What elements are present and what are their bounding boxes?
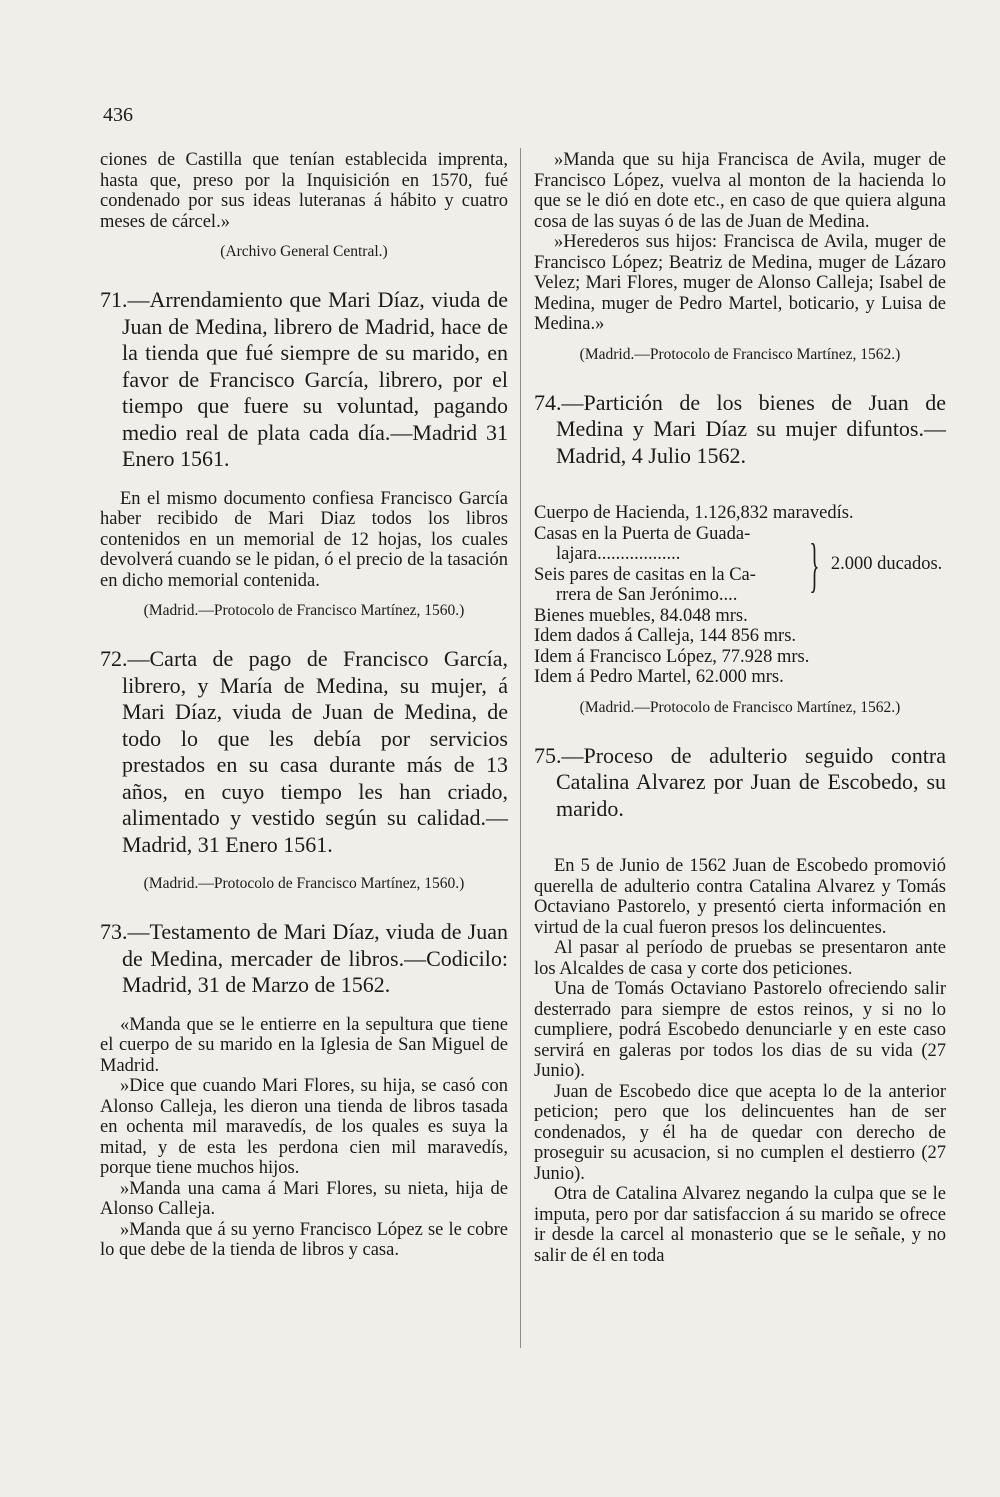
entry-72-heading: 72.—Carta de pago de Francisco García, librero, y María de Medina, su mujer, á Mari Díaz, viuda de Juan de Medina, de todo lo que les debía por servicios prestados en su casa durante más de 13 años, en cuyo tiempo les han criado, alimentado y vestido según su calidad.—Madrid, 31 Enero 1561.: [100, 646, 508, 857]
brace-symbol: }: [809, 531, 820, 598]
entry-75-paragraph: Al pasar al período de pruebas se presentaron ante los Alcaldes de casa y corte dos peticiones.: [534, 938, 946, 979]
entry-75-heading: 75.—Proceso de adulterio seguido contra Catalina Alvarez por Juan de Escobedo, su marido.: [534, 742, 946, 821]
entry-73-paragraph: »Herederos sus hijos: Francisca de Avila, muger de Francisco López; Beatriz de Medina, muger de Lázaro Velez; Mari Flores, muger de Alonso Calleja; Isabel de Medina, muger de Pedro Martel, boticario, y Luisa de Medina.»: [534, 232, 946, 334]
ledger-row: rrera de San Jerónimo....: [556, 585, 738, 605]
entry-75-paragraph: En 5 de Junio de 1562 Juan de Escobedo promovió querella de adulterio contra Catalina Alvarez y Tomás Octaviano Pastorelo, y presentó cierta información en virtud de la cual fueron presos los delincuentes.: [534, 856, 946, 938]
brace-total: 2.000 ducados.: [830, 554, 943, 575]
ledger-row: Seis pares de casitas en la Ca-: [534, 564, 756, 585]
ledger-brace-group: [534, 524, 946, 606]
source-citation: (Madrid.—Protocolo de Francisco Martínez, 1560.): [143, 602, 465, 619]
ledger-row: Idem á Francisco López, 77.928 mrs.: [534, 646, 810, 667]
inventory-ledger: [534, 503, 946, 688]
entry-73-paragraph: »Manda que á su yerno Francisco López se le cobre lo que debe de la tienda de libros y casa.: [100, 1219, 508, 1260]
source-citation: (Madrid.—Protocolo de Francisco Martínez, 1562.): [579, 698, 901, 716]
ledger-row: Bienes muebles, 84.048 mrs.: [534, 605, 748, 626]
entry-73-paragraph: »Dice que cuando Mari Flores, su hija, se casó con Alonso Calleja, les dieron una tienda de libros tasada en ochenta mil maravedís, de los quales es suya la mitad, y de esta les perdona cien mil maravedís, porque tiene muchos hijos.: [100, 1076, 508, 1178]
column-divider: [520, 148, 521, 1348]
left-column: [100, 150, 508, 1261]
entry-75-paragraph: Otra de Catalina Alvarez negando la culpa que se le imputa, pero por dar satisfaccion á su marido se ofrece ir desde la carcel al monasterio que se le señale, y no salir de él en toda: [534, 1184, 946, 1266]
source-citation: (Madrid.—Protocolo de Francisco Martínez, 1562.): [579, 345, 901, 363]
entry-75-paragraph: Una de Tomás Octaviano Pastorelo ofreciendo salir desterrado para siempre de estos reinos, y si no lo cumpliere, podrá Escobedo denunciarle y en este caso servirá en galeras por todos los dias de su vida (27 Junio).: [534, 979, 946, 1081]
source-citation: (Archivo General Central.): [220, 243, 388, 260]
ledger-row: lajara..................: [556, 544, 681, 564]
entry-73-paragraph: »Manda una cama á Mari Flores, su nieta, hija de Alonso Calleja.: [100, 1178, 508, 1219]
ledger-row: Cuerpo de Hacienda, 1.126,832 maravedís.: [534, 503, 854, 523]
source-citation: (Madrid.—Protocolo de Francisco Martínez, 1560.): [143, 875, 465, 892]
entry-73-heading: 73.—Testamento de Mari Díaz, viuda de Juan de Medina, mercader de libros.—Codicilo: Madrid, 31 de Marzo de 1562.: [100, 919, 508, 997]
entry-71-heading: 71.—Arrendamiento que Mari Díaz, viuda de Juan de Medina, librero de Madrid, hace de la tienda que fué siempre de su marido, en favor de Francisco García, librero, por el tiempo que fuere su voluntad, pagando medio real de plata cada día.—Madrid 31 Enero 1561.: [100, 287, 508, 471]
entry-73-paragraph: »Manda que su hija Francisca de Avila, muger de Francisco López, vuelva al monton de la hacienda lo que se le dió en dote etc., en caso de que quiera alguna cosa de las suyas ó de las de Juan de Medina.: [534, 150, 946, 232]
page-number: 436: [103, 104, 133, 126]
ledger-row: Idem dados á Calleja, 144 856 mrs.: [534, 626, 797, 646]
entry-75-paragraph: Juan de Escobedo dice que acepta lo de la anterior peticion; pero que los delincuentes han de ser condenados, y él ha de quedar con derecho de proseguir su acusacion, si no cumplen el destierro (27 Junio).: [534, 1081, 946, 1184]
entry-74-heading: 74.—Partición de los bienes de Juan de Medina y Mari Díaz su mujer difuntos.—Madrid, 4 Julio 1562.: [534, 389, 946, 468]
intro-paragraph: ciones de Castilla que tenían establecida imprenta, hasta que, preso por la Inquisición en 1570, fué condenado por sus ideas luteranas á hábito y cuatro meses de cárcel.»: [100, 150, 508, 232]
ledger-row: Casas en la Puerta de Guada-: [534, 523, 751, 544]
entry-73-paragraph: «Manda que se le entierre en la sepultura que tiene el cuerpo de su marido en la Iglesia de San Miguel de Madrid.: [100, 1014, 508, 1076]
entry-71-body: En el mismo documento confiesa Francisco García haber recibido de Mari Diaz todos los libros contenidos en un memorial de 12 hojas, los cuales devolverá cuando se le pidan, ó el precio de la tasación en dicho memorial contenida.: [100, 488, 508, 591]
ledger-row: Idem á Pedro Martel, 62.000 mrs.: [534, 667, 784, 687]
right-column: [534, 150, 946, 1266]
brace-items: [534, 524, 802, 606]
